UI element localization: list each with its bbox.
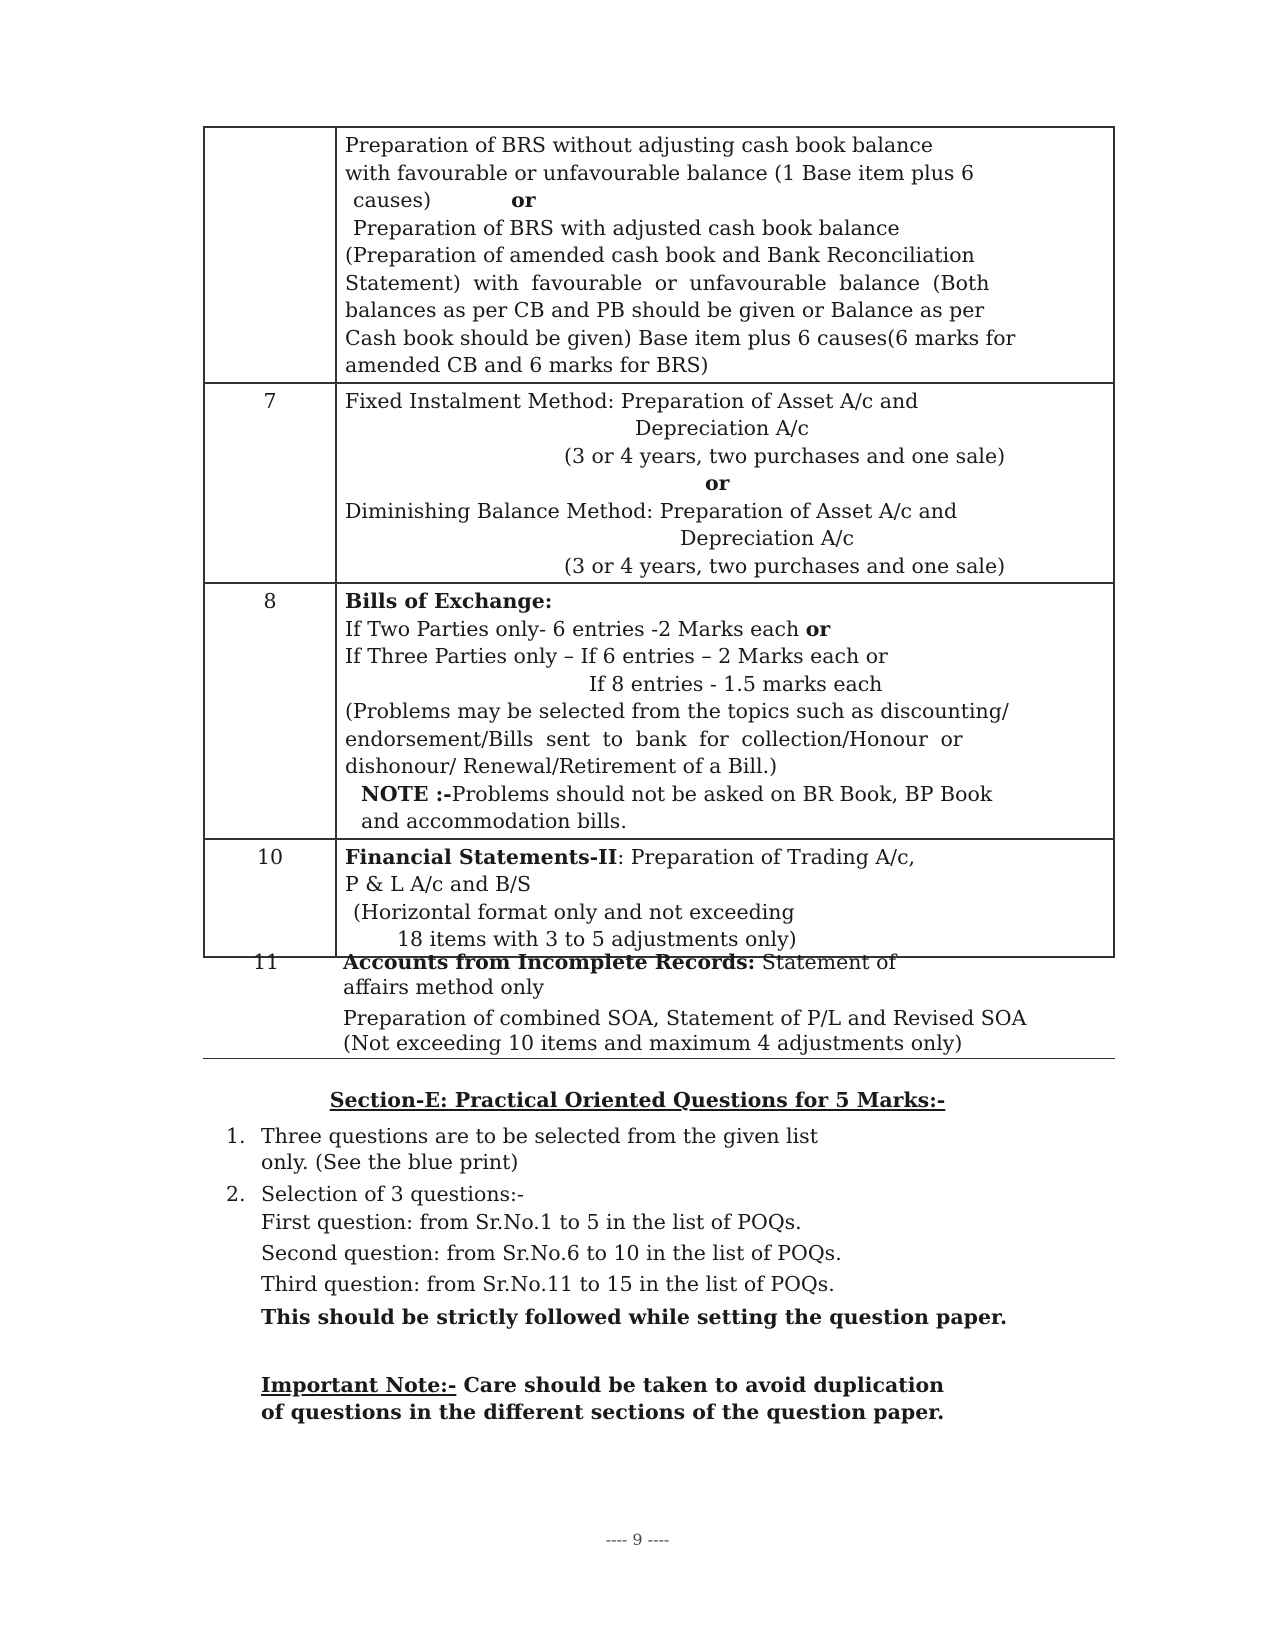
text-line: balances as per CB and PB should be given or Balance as per xyxy=(345,298,985,322)
strict-note: This should be strictly followed while setting the question paper. xyxy=(261,1305,1008,1329)
text-line: (Horizontal format only and not exceeding xyxy=(353,899,795,924)
row-heading: Accounts from Incomplete Records: xyxy=(343,950,756,974)
table-row xyxy=(204,839,1114,957)
list-item xyxy=(226,1181,1007,1332)
text-line xyxy=(261,1372,944,1399)
text-segment: Problems should not be asked on BR Book, BP Book xyxy=(451,781,993,806)
table-row xyxy=(204,127,1114,383)
text-segment: causes) xyxy=(353,188,432,212)
section-e-title: Section-E: Practical Oriented Questions for 5 Marks:- xyxy=(329,1088,946,1112)
row-content xyxy=(336,127,1114,383)
text-line: First question: from Sr.No.1 to 5 in the list of POQs. xyxy=(261,1210,802,1234)
text-line: (Problems may be selected from the topics such as discounting/ xyxy=(345,699,1009,723)
text-line: 18 items with 3 to 5 adjustments only) xyxy=(397,927,797,951)
text-line: of questions in the different sections of the question paper. xyxy=(261,1400,945,1424)
list-item xyxy=(226,1123,1007,1175)
text-line: Three questions are to be selected from the given list xyxy=(261,1124,818,1148)
row-content xyxy=(336,839,1114,957)
text-line xyxy=(343,950,1115,975)
text-line xyxy=(345,616,1105,644)
row-number xyxy=(204,127,336,383)
row-heading: Bills of Exchange: xyxy=(345,589,553,613)
row-number: 8 xyxy=(204,583,336,839)
text-line: Diminishing Balance Method: Preparation of Asset A/c and xyxy=(345,498,958,523)
text-line: with favourable or unfavourable balance (1 Base item plus 6 xyxy=(345,160,975,185)
or-label: or xyxy=(705,471,730,495)
text-line: (3 or 4 years, two purchases and one sale) xyxy=(564,443,1006,468)
text-line: (3 or 4 years, two purchases and one sale) xyxy=(564,553,1006,578)
section-e-list xyxy=(226,1123,1007,1332)
text-line xyxy=(345,187,1105,215)
row-11 xyxy=(203,950,1115,1059)
text-line: Cash book should be given) Base item plus 6 causes(6 marks for xyxy=(345,325,1016,350)
text-line: Depreciation A/c xyxy=(680,526,854,550)
or-label: or xyxy=(511,188,536,212)
text-line: P & L A/c and B/S xyxy=(345,872,531,896)
text-line: Preparation of BRS with adjusted cash book balance xyxy=(353,215,900,240)
row-heading: Financial Statements-II xyxy=(345,844,618,869)
table-row xyxy=(204,583,1114,839)
text-line: Second question: from Sr.No.6 to 10 in the list of POQs. xyxy=(261,1241,842,1265)
text-segment: Statement of xyxy=(755,950,897,974)
list-number: 1. xyxy=(226,1124,246,1148)
text-line: Statement) with favourable or unfavourable balance (Both xyxy=(345,270,990,295)
text-line: Selection of 3 questions:- xyxy=(261,1182,524,1206)
text-line: Preparation of BRS without adjusting cash book balance xyxy=(345,133,933,157)
text-line: only. (See the blue print) xyxy=(261,1150,519,1174)
syllabus-table xyxy=(203,126,1115,958)
text-line: Preparation of combined SOA, Statement of P/L and Revised SOA xyxy=(343,1006,1027,1030)
text-line: affairs method only xyxy=(343,975,545,999)
text-line: dishonour/ Renewal/Retirement of a Bill.) xyxy=(345,754,778,778)
note-line: and accommodation bills. xyxy=(361,809,627,833)
text-segment: : Preparation of Trading A/c, xyxy=(617,844,916,869)
text-line: endorsement/Bills sent to bank for collection/Honour or xyxy=(345,726,963,751)
important-note xyxy=(261,1372,944,1426)
row-number: 7 xyxy=(204,383,336,584)
page-number: ---- 9 ---- xyxy=(605,1530,670,1549)
note-label: NOTE :- xyxy=(361,781,452,806)
list-number: 2. xyxy=(226,1182,246,1206)
text-line: If 8 entries - 1.5 marks each xyxy=(589,671,883,696)
table-row xyxy=(204,383,1114,584)
text-line: (Preparation of amended cash book and Bank Reconciliation xyxy=(345,243,975,267)
text-line: Third question: from Sr.No.11 to 15 in the list of POQs. xyxy=(261,1272,835,1296)
text-segment: If Two Parties only- 6 entries -2 Marks each xyxy=(345,616,800,641)
text-line: If Three Parties only – If 6 entries – 2 Marks each or xyxy=(345,644,888,668)
text-line: Depreciation A/c xyxy=(635,416,809,440)
text-segment: Care should be taken to avoid duplication xyxy=(456,1373,945,1397)
note-line xyxy=(345,781,1105,809)
text-line: (Not exceeding 10 items and maximum 4 adjustments only) xyxy=(343,1031,963,1055)
sub-list xyxy=(261,1207,1007,1300)
text-line xyxy=(345,844,1105,872)
text-line: Fixed Instalment Method: Preparation of Asset A/c and xyxy=(345,388,919,413)
row-content xyxy=(343,950,1115,1056)
row-content xyxy=(336,583,1114,839)
row-content xyxy=(336,383,1114,584)
note-label: Important Note:- xyxy=(261,1373,457,1397)
row-number: 10 xyxy=(204,839,336,957)
text-line: amended CB and 6 marks for BRS) xyxy=(345,353,709,377)
row-number: 11 xyxy=(253,950,280,974)
or-label: or xyxy=(805,616,831,641)
